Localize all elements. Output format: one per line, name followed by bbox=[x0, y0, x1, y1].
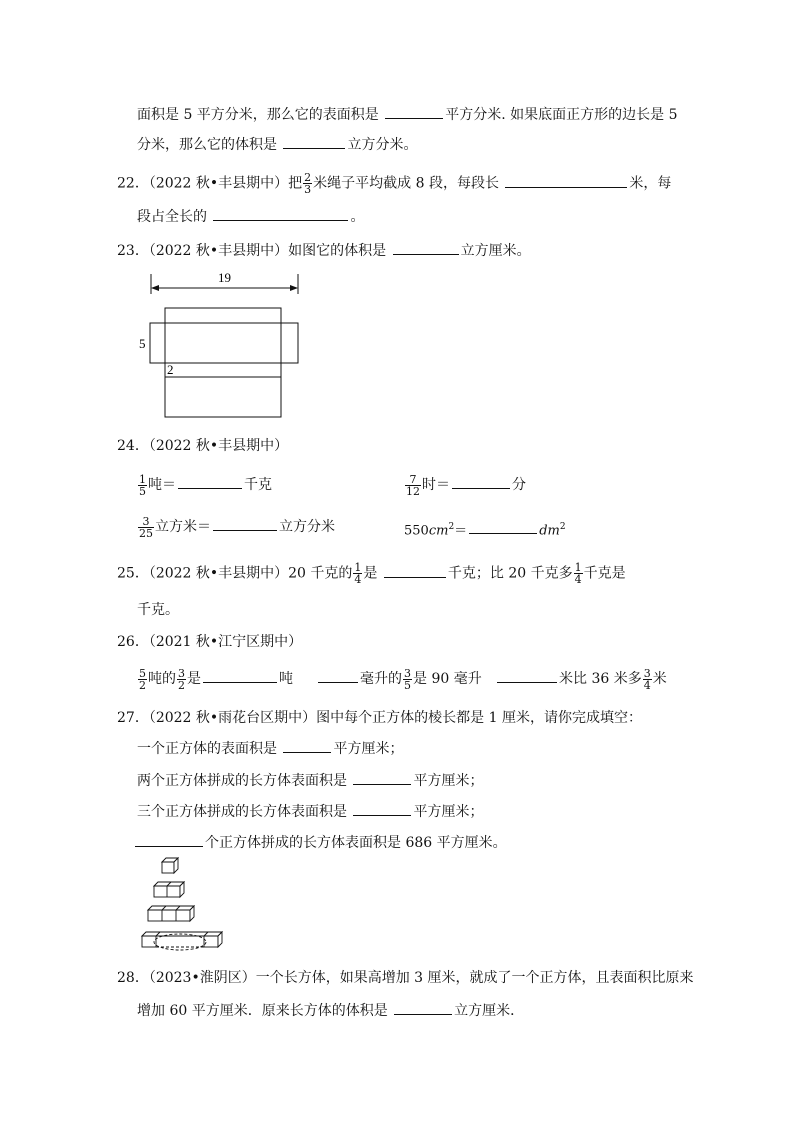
answer-blank[interactable] bbox=[213, 516, 277, 531]
answer-blank[interactable] bbox=[213, 206, 348, 221]
q24-item-a: $\frac{1}{5}$ 吨＝ 千克 bbox=[139, 472, 272, 498]
question-22-line2: 段占全长的 。 bbox=[137, 206, 364, 227]
answer-blank[interactable] bbox=[178, 474, 242, 489]
fraction: $\frac{2}{3}$ bbox=[304, 171, 312, 196]
answer-blank[interactable] bbox=[497, 668, 557, 683]
answer-blank[interactable] bbox=[469, 519, 537, 534]
box-net-figure bbox=[130, 266, 320, 422]
answer-blank[interactable] bbox=[393, 240, 459, 255]
answer-blank[interactable] bbox=[384, 563, 446, 578]
dimension-19: 19 bbox=[218, 270, 231, 285]
q24-item-d: $550cm^2= dm^2$ bbox=[404, 512, 566, 546]
question-26: 26．（2021 秋•江宁区期中） bbox=[117, 634, 303, 650]
cubes-figure bbox=[136, 852, 236, 956]
question-27: 27．（2022 秋•雨花台区期中）图中每个正方体的棱长都是 1 厘米，请你完成填空： bbox=[117, 710, 642, 726]
answer-blank[interactable] bbox=[394, 1000, 452, 1015]
answer-blank[interactable] bbox=[385, 104, 443, 119]
q26-item-b: 毫升的 $\frac{3}{5}$ 是 90 毫升 bbox=[316, 664, 482, 694]
q27-line4: 个正方体拼成的长方体表面积是 686 平方厘米。 bbox=[135, 832, 507, 853]
q24-item-b: $\frac{7}{12}$ 时＝ 分 bbox=[406, 472, 526, 498]
answer-blank[interactable] bbox=[353, 801, 411, 816]
answer-blank[interactable] bbox=[135, 832, 203, 847]
q26-item-c: 米比 36 米多 $\frac{3}{4}$ 米 bbox=[495, 664, 667, 694]
q26-item-a: $\frac{5}{2}$ 吨的 $\frac{3}{2}$ 是 吨 bbox=[139, 666, 293, 692]
q27-line2: 两个正方体拼成的长方体表面积是 平方厘米； bbox=[137, 770, 483, 791]
question-23: 23．（2022 秋•丰县期中）如图它的体积是 立方厘米。 bbox=[117, 240, 531, 261]
question-28-line2: 增加 60 平方厘米．原来长方体的体积是 立方厘米． bbox=[137, 1000, 524, 1021]
question-24: 24．（2022 秋•丰县期中） bbox=[117, 438, 289, 454]
question-22: 22．（2022 秋•丰县期中）把 $\frac{2}{3}$ 米绳子平均截成 8 段，每段长 米，每 bbox=[117, 171, 672, 196]
answer-blank[interactable] bbox=[283, 738, 331, 753]
q24-item-c: $\frac{3}{25}$ 立方米＝ 立方分米 bbox=[139, 514, 335, 540]
q27-line3: 三个正方体拼成的长方体表面积是 平方厘米； bbox=[137, 801, 483, 822]
answer-blank[interactable] bbox=[505, 173, 627, 188]
q21-line1: 面积是 5 平方分米，那么它的表面积是 平方分米. 如果底面正方形的边长是 5 bbox=[137, 104, 678, 125]
answer-blank[interactable] bbox=[203, 668, 277, 683]
question-28: 28．（2023•淮阴区）一个长方体，如果高增加 3 厘米，就成了一个正方体，且表面积比原来 bbox=[117, 970, 694, 986]
answer-blank[interactable] bbox=[353, 770, 411, 785]
q21-line2: 分米，那么它的体积是 立方分米。 bbox=[137, 134, 417, 155]
answer-blank[interactable] bbox=[452, 474, 510, 489]
dimension-5: 5 bbox=[139, 336, 146, 351]
q27-line1: 一个正方体的表面积是 平方厘米； bbox=[137, 738, 403, 759]
answer-blank[interactable] bbox=[283, 134, 345, 149]
question-25: 25．（2022 秋•丰县期中）20 千克的 $\frac{1}{4}$ 是 千克；比 20 千克多 $\frac{1}{4}$ 千克是 bbox=[117, 561, 626, 586]
dimension-2: 2 bbox=[167, 362, 174, 377]
answer-blank[interactable] bbox=[318, 668, 358, 683]
question-25-line2: 千克。 bbox=[137, 602, 179, 618]
